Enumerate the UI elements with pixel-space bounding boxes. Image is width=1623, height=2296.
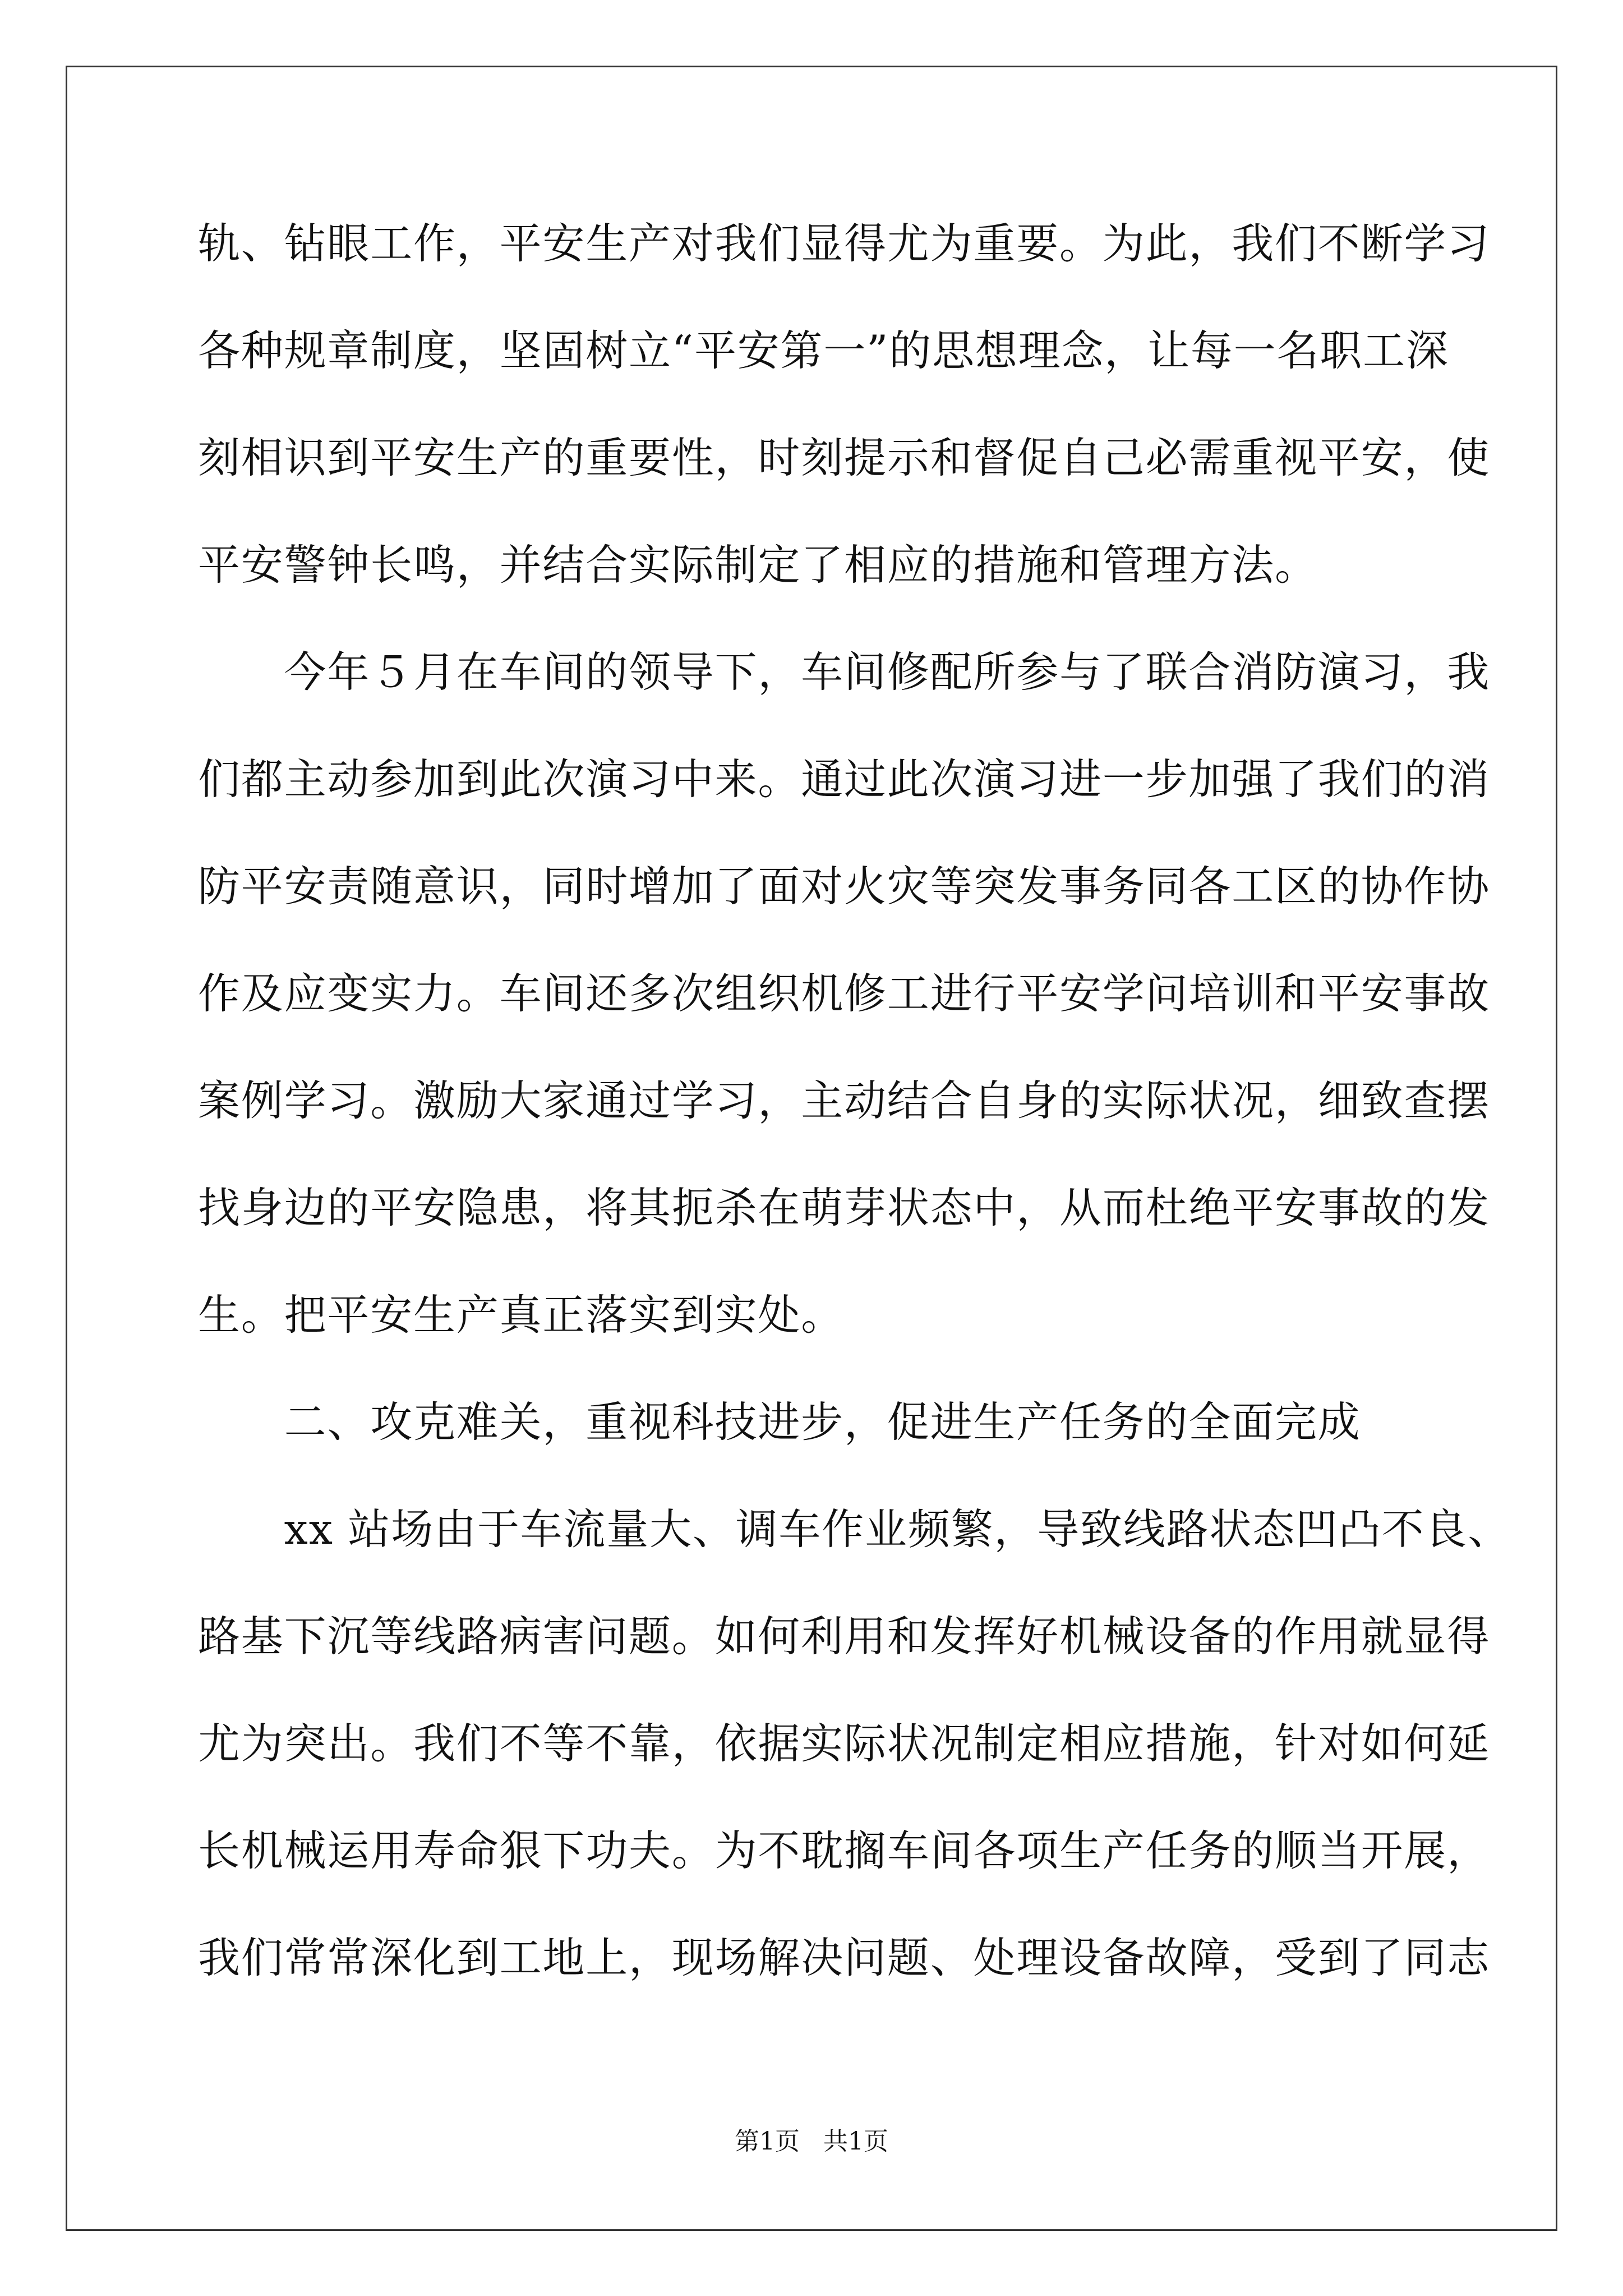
text-line: 我们常常深化到工地上，现场解决问题、处理设备故障，受到了同志 xyxy=(198,1933,1491,1982)
text-line: 防平安责随意识，同时增加了面对火灾等突发事务同各工区的协作协 xyxy=(198,862,1491,911)
text-line: 轨、钻眼工作，平安生产对我们显得尤为重要。为此，我们不断学习 xyxy=(198,219,1491,268)
text-line: 案例学习。激励大家通过学习，主动结合自身的实际状况，细致查摆 xyxy=(198,1076,1491,1125)
text-line: 各种规章制度，坚固树立“平安第一”的思想理念，让每一名职工深 xyxy=(198,326,1449,375)
document-body xyxy=(198,210,1511,2032)
text-line: 长机械运用寿命狠下功夫。为不耽搁车间各项生产任务的顺当开展， xyxy=(198,1826,1491,1875)
text-line: 们都主动参加到此次演习中来。通过此次演习进一步加强了我们的消 xyxy=(198,754,1491,804)
text-line: 平安警钟长鸣，并结合实际制定了相应的措施和管理方法。 xyxy=(198,540,1318,590)
text-line: 生。把平安生产真正落实到实处。 xyxy=(198,1290,845,1340)
text-line: 尤为突出。我们不等不靠，依据实际状况制定相应措施，针对如何延 xyxy=(198,1719,1491,1768)
section-heading: 二、攻克难关，重视科技进步，促进生产任务的全面完成 xyxy=(198,1397,1361,1447)
text-line: 找身边的平安隐患，将其扼杀在萌芽状态中，从而杜绝平安事故的发 xyxy=(198,1183,1491,1232)
page-footer: 第1页 共1页 xyxy=(735,2127,888,2156)
text-line: 刻相识到平安生产的重要性，时刻提示和督促自己必需重视平安，使 xyxy=(198,433,1491,482)
text-line: 路基下沉等线路病害问题。如何利用和发挥好机械设备的作用就显得 xyxy=(198,1612,1491,1661)
text-line: 今年５月在车间的领导下，车间修配所参与了联合消防演习，我 xyxy=(198,647,1491,697)
text-line: 作及应变实力。车间还多次组织机修工进行平安学问培训和平安事故 xyxy=(198,969,1491,1018)
text-line: xx 站场由于车流量大、调车作业频繁，导致线路状态凹凸不良、 xyxy=(198,1504,1511,1554)
